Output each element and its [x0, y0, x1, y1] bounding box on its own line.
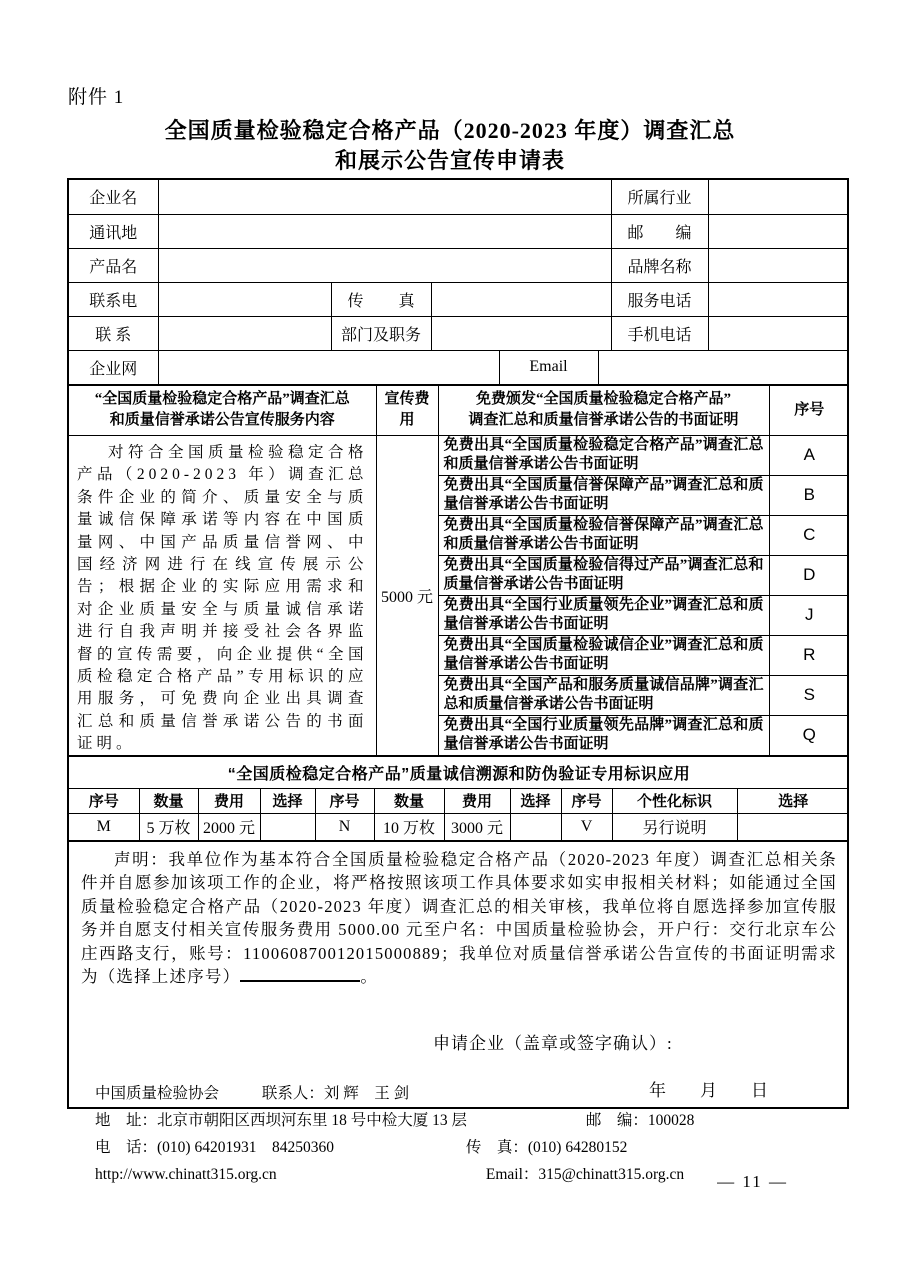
table-row [69, 180, 849, 214]
dept-input[interactable] [431, 316, 611, 350]
fax-label: 传 真 [331, 282, 431, 316]
contact-label: 联 系 [69, 316, 158, 350]
service-description: 对符合全国质量检验稳定合格产品（2020-2023 年）调查汇总条件企业的简介、质量安全与质量诚信保障承诺等内容在中国质量网、中国产品质量信誉网、中国经济网进行在线宣传展示公告；根据企业的实际应用需求和对企业质量安全与质量诚信承诺进行自我声明并接受社会各界监督的宣传需要，向企业提供“全国质检稳定合格产品”专用标识的应用服务，可免费向企业出具调查汇总和质量信誉承诺公告的书面证明。 [77, 444, 368, 753]
mobile-input[interactable] [708, 316, 849, 350]
col-header-select-2: 选择 [510, 788, 561, 813]
col-header-custom-label: 个性化标识 [612, 788, 737, 813]
label-section-title: “全国质检稳定合格产品”质量诚信溯源和防伪验证专用标识应用 [69, 756, 849, 788]
col-header-qty-2: 数量 [374, 788, 444, 813]
table-row [69, 756, 849, 788]
certificate-text-s: 免费出具“全国产品和服务质量诚信品牌”调查汇总和质量信誉承诺公告书面证明 [438, 675, 769, 715]
fax-input[interactable] [431, 282, 611, 316]
col-header-select-1: 选择 [260, 788, 315, 813]
certificate-header-line2: 调查汇总和质量信誉承诺公告的书面证明 [468, 412, 739, 428]
option-m-code: M [69, 813, 139, 840]
website-input[interactable] [158, 350, 499, 384]
contact-input[interactable] [158, 316, 331, 350]
declaration-table [69, 841, 849, 1107]
address-label: 通讯地 [69, 214, 158, 248]
col-header-seq-1: 序号 [69, 788, 139, 813]
website-label: 企业网 [69, 350, 158, 384]
attachment-label: 附件 1 [68, 87, 125, 108]
service-section-table [69, 385, 849, 756]
option-m-fee: 2000 元 [198, 813, 260, 840]
table-row [69, 788, 849, 813]
certificate-text-d: 免费出具“全国质量检验信得过产品”调查汇总和质量信誉承诺公告书面证明 [438, 555, 769, 595]
certificate-code-c: C [769, 515, 849, 555]
declaration-body: 声明：我单位作为基本符合全国质量检验稳定合格产品（2020-2023 年度）调查汇总相关条件并自愿参加该项工作的企业，将严格按照该项工作具体要求如实申报相关材料；如能通过全国质量检验稳定合格产品（2020-2023 年度）调查汇总的相关审核，我单位将自愿选择参加宣传服务并自愿支付相关宣传服务费用 5000.00 元至户名：中国质量检验协会，开户行：交行北京车公庄西路支行，账号：110060870012015000889；我单位对质量信誉承诺公告宣传的书面证明需求为（选择上述序号） [81, 849, 837, 986]
footer-contacts: 联系人：刘 辉 王 剑 [261, 1085, 410, 1102]
service-phone-label: 服务电话 [611, 282, 708, 316]
certificate-header [438, 385, 769, 435]
option-n-fee: 3000 元 [444, 813, 510, 840]
certificate-code-q: Q [769, 715, 849, 755]
mobile-label: 手机电话 [611, 316, 708, 350]
certificate-header-line1: 免费颁发“全国质量检验稳定合格产品” [475, 391, 731, 407]
application-form [67, 178, 849, 1109]
date-line: 年 月 日 [649, 1080, 768, 1100]
service-content-header-line1: “全国质量检验稳定合格产品”调查汇总 [94, 391, 350, 407]
certificate-text-q: 免费出具“全国行业质量领先品牌”调查汇总和质量信誉承诺公告书面证明 [438, 715, 769, 755]
certificate-text-a: 免费出具“全国质量检验稳定合格产品”调查汇总和质量信誉承诺公告书面证明 [438, 435, 769, 475]
option-m-qty: 5 万枚 [139, 813, 198, 840]
company-name-input[interactable] [158, 180, 611, 214]
certificate-text-r: 免费出具“全国质量检验诚信企业”调查汇总和质量信誉承诺公告书面证明 [438, 635, 769, 675]
signature-label: 申请企业（盖章或签字确认）: [433, 1033, 673, 1053]
certificate-code-j: J [769, 595, 849, 635]
brand-input[interactable] [708, 248, 849, 282]
certificate-code-r: R [769, 635, 849, 675]
footer-phone: 电 话：(010) 64201931 84250360 [95, 1139, 334, 1156]
zip-input[interactable] [708, 214, 849, 248]
option-n-qty: 10 万枚 [374, 813, 444, 840]
col-header-seq-2: 序号 [315, 788, 374, 813]
product-name-label: 产品名 [69, 248, 158, 282]
table-row [69, 350, 849, 384]
footer-line-1 [95, 1080, 835, 1107]
col-header-select-3: 选择 [737, 788, 849, 813]
option-v-select-cell[interactable] [737, 813, 849, 840]
industry-input[interactable] [708, 180, 849, 214]
footer-line-2 [95, 1107, 835, 1134]
table-row [69, 435, 849, 475]
email-input[interactable] [598, 350, 849, 384]
declaration-cell [69, 841, 849, 1107]
dept-label: 部门及职务 [331, 316, 431, 350]
declaration-period: 。 [360, 967, 379, 986]
certificate-code-s: S [769, 675, 849, 715]
brand-label: 品牌名称 [611, 248, 708, 282]
industry-label: 所属行业 [611, 180, 708, 214]
service-phone-input[interactable] [708, 282, 849, 316]
option-v-desc: 另行说明 [612, 813, 737, 840]
table-row [69, 813, 849, 840]
page-number: — 11 — [717, 1172, 788, 1191]
option-n-select-cell[interactable] [510, 813, 561, 840]
col-header-fee-1: 费用 [198, 788, 260, 813]
phone-input[interactable] [158, 282, 331, 316]
phone-label: 联系电 [69, 282, 158, 316]
footer-email-link[interactable]: Email：315@chinatt315.org.cn [485, 1166, 685, 1183]
service-content-header-line2: 和质量信誉承诺公告宣传服务内容 [109, 412, 335, 428]
table-row [69, 316, 849, 350]
table-row [69, 214, 849, 248]
footer-line-3 [95, 1134, 835, 1161]
declaration-text [81, 848, 837, 989]
certificate-code-b: B [769, 475, 849, 515]
table-row [69, 282, 849, 316]
table-row [69, 841, 849, 1107]
address-input[interactable] [158, 214, 611, 248]
col-header-fee-2: 费用 [444, 788, 510, 813]
footer-zip: 邮 编：100028 [585, 1112, 695, 1129]
footer-org: 中国质量检验协会 [95, 1085, 220, 1102]
zip-label: 邮 编 [611, 214, 708, 248]
table-row [69, 248, 849, 282]
certificate-text-c: 免费出具“全国质量检验信誉保障产品”调查汇总和质量信誉承诺公告书面证明 [438, 515, 769, 555]
table-row [69, 385, 849, 435]
certificate-text-b: 免费出具“全国质量信誉保障产品”调查汇总和质量信誉承诺公告书面证明 [438, 475, 769, 515]
page-title [0, 116, 900, 176]
footer-fax: 传 真：(010) 64280152 [465, 1139, 628, 1156]
certificate-code-a: A [769, 435, 849, 475]
serial-fill-in-blank[interactable] [240, 968, 360, 982]
col-header-qty-1: 数量 [139, 788, 198, 813]
title-line-2: 和展示公告宣传申请表 [334, 148, 565, 173]
option-v-code: V [561, 813, 612, 840]
fee-header: 宣传费用 [376, 385, 438, 435]
certificate-text-j: 免费出具“全国行业质量领先企业”调查汇总和质量信誉承诺公告书面证明 [438, 595, 769, 635]
footer-website-link[interactable]: http://www.chinatt315.org.cn [95, 1166, 277, 1183]
certificate-code-d: D [769, 555, 849, 595]
service-description-cell [69, 435, 376, 755]
footer-address: 地 址：北京市朝阳区西坝河东里 18 号中检大厦 13 层 [95, 1112, 468, 1129]
option-n-code: N [315, 813, 374, 840]
product-name-input[interactable] [158, 248, 611, 282]
label-application-table [69, 756, 849, 841]
service-content-header [69, 385, 376, 435]
fee-value: 5000 元 [376, 435, 438, 755]
email-label: Email [499, 350, 598, 384]
col-header-seq-3: 序号 [561, 788, 612, 813]
company-name-label: 企业名 [69, 180, 158, 214]
seq-header: 序号 [769, 385, 849, 435]
title-line-1: 全国质量检验稳定合格产品（2020-2023 年度）调查汇总 [164, 118, 736, 143]
option-m-select-cell[interactable] [260, 813, 315, 840]
enterprise-info-table [69, 180, 849, 385]
